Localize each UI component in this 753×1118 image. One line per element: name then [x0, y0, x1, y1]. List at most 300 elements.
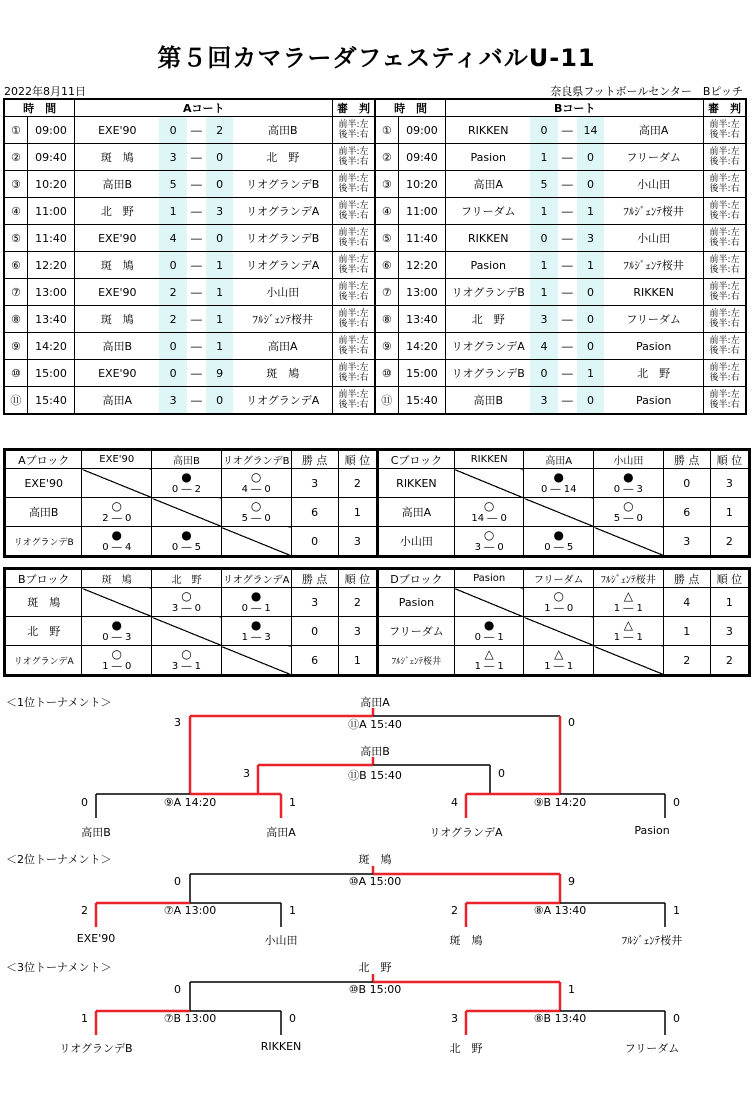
points-value: 4 — [663, 588, 710, 617]
ref-second-half: 後半:右 — [709, 265, 740, 275]
match-number: ⑩ — [375, 360, 398, 387]
result-score: 1 ― 1 — [613, 602, 643, 614]
points-value: 3 — [291, 588, 338, 617]
ref-first-half: 前半:左 — [338, 174, 369, 184]
court-b-home-team: リオグランデB — [446, 360, 531, 387]
court-a-away-team: 高田A — [233, 333, 332, 360]
court-a-home-team: 高田A — [75, 387, 160, 415]
court-b-home-score: 3 — [530, 387, 557, 415]
result-score: 0 ― 1 — [474, 631, 504, 643]
ref-second-half: 後半:右 — [338, 346, 369, 356]
semi-match: ⑨B 14:20 — [533, 796, 587, 809]
rank-header: 順 位 — [338, 451, 376, 469]
final-match: ⑩B 15:00 — [348, 983, 402, 996]
ref-second-half: 後半:右 — [338, 238, 369, 248]
court-b-away-score: 1 — [577, 198, 604, 225]
block-row-team: EXE'90 — [6, 469, 82, 498]
points-value: 0 — [291, 617, 338, 646]
semi-score: 0 — [673, 796, 680, 809]
block-row-team: 小山田 — [378, 527, 454, 556]
points-value: 2 — [663, 646, 710, 675]
ref-first-half: 前半:左 — [338, 309, 369, 319]
result-score: 1 ― 0 — [102, 660, 132, 672]
semi-score: 0 — [673, 1012, 680, 1025]
rank-value: 2 — [710, 527, 748, 556]
court-b-away-team: RIKKEN — [604, 279, 703, 306]
result-mark: ○ — [250, 498, 262, 513]
tournament-label-1: ＜1位トーナメント＞ — [6, 696, 112, 709]
court-a-home-score: 0 — [159, 117, 186, 144]
court-b-away-team: Pasion — [604, 387, 703, 415]
score-dash: ― — [187, 279, 206, 306]
final-score-right: 0 — [568, 716, 575, 729]
court-a-away-score: 0 — [206, 387, 233, 415]
court-a-away-team: リオグランデA — [233, 198, 332, 225]
match-time: 14:20 — [398, 333, 446, 360]
result-score: 14 ― 0 — [471, 512, 507, 524]
result-mark: ● — [553, 469, 564, 484]
ref-second-half: 後半:右 — [709, 319, 740, 329]
bracket-team: ﾌﾙｼﾞｪﾝﾃ桜井 — [621, 934, 683, 947]
match-time: 13:40 — [27, 306, 75, 333]
match-number: ⑥ — [4, 252, 27, 279]
score-dash: ― — [558, 360, 577, 387]
block-col-team: フリーダム — [524, 570, 594, 588]
result-score: 0 ― 4 — [102, 541, 132, 553]
court-b-home-team: Pasion — [446, 144, 531, 171]
match-number: ① — [4, 117, 27, 144]
result-mark: △ — [484, 646, 494, 661]
result-mark: ○ — [483, 527, 495, 542]
score-dash: ― — [187, 333, 206, 360]
block-col-team: 北 野 — [152, 570, 222, 588]
court-a-away-score: 9 — [206, 360, 233, 387]
bracket-team: 斑 鳩 — [449, 934, 483, 947]
match-time: 15:40 — [398, 387, 446, 415]
third-score-left: 3 — [243, 767, 250, 780]
match-time: 09:40 — [398, 144, 446, 171]
rank-value: 1 — [338, 646, 376, 675]
result-score: 1 ― 0 — [544, 602, 574, 614]
bracket-team: 高田A — [266, 826, 296, 839]
score-dash: ― — [187, 171, 206, 198]
court-b-home-team: フリーダム — [446, 198, 531, 225]
match-number: ⑧ — [4, 306, 27, 333]
court-a-away-score: 0 — [206, 225, 233, 252]
page-title: 第５回カマラーダフェスティバルU-11 — [157, 44, 596, 72]
block-col-team: 小山田 — [594, 451, 664, 469]
court-b-home-score: 5 — [530, 171, 557, 198]
court-a-home-score: 4 — [159, 225, 186, 252]
result-mark: ● — [623, 469, 634, 484]
court-b-away-score: 0 — [577, 144, 604, 171]
match-time: 11:00 — [27, 198, 75, 225]
result-score: 0 ― 5 — [544, 541, 574, 553]
block-row-team: RIKKEN — [378, 469, 454, 498]
score-dash: ― — [187, 252, 206, 279]
points-value: 1 — [663, 617, 710, 646]
block-name: Dブロック — [378, 570, 454, 588]
ref-first-half: 前半:左 — [709, 201, 740, 211]
court-a-home-team: EXE'90 — [75, 117, 160, 144]
bracket-team: EXE'90 — [76, 932, 116, 945]
result-mark: △ — [554, 646, 564, 661]
match-number: ⑤ — [375, 225, 398, 252]
block-col-team: リオグランデA — [221, 570, 291, 588]
score-dash: ― — [187, 117, 206, 144]
block-row-team: Pasion — [378, 588, 454, 617]
result-score: 1 ― 1 — [613, 631, 643, 643]
tournament-winner-1: 高田A — [360, 696, 390, 709]
ref-second-half: 後半:右 — [338, 319, 369, 329]
ref-first-half: 前半:左 — [338, 363, 369, 373]
score-dash: ― — [558, 198, 577, 225]
court-b-home-score: 4 — [530, 333, 557, 360]
match-number: ⑤ — [4, 225, 27, 252]
court-a-home-team: EXE'90 — [75, 360, 160, 387]
result-mark: ○ — [111, 646, 123, 661]
final-match: ⑩A 15:00 — [348, 875, 402, 888]
court-b-away-score: 0 — [577, 279, 604, 306]
points-header: 勝 点 — [291, 451, 338, 469]
ref-second-half: 後半:右 — [338, 400, 369, 410]
block-col-team: 高田A — [524, 451, 594, 469]
court-a-away-team: リオグランデA — [233, 387, 332, 415]
court-a-header: Aコート — [75, 99, 333, 117]
court-a-away-team: ﾌﾙｼﾞｪﾝﾃ桜井 — [233, 306, 332, 333]
match-time: 13:00 — [27, 279, 75, 306]
match-number: ⑪ — [4, 387, 27, 415]
tournament-label-3: ＜3位トーナメント＞ — [6, 961, 112, 974]
court-b-away-team: 北 野 — [604, 360, 703, 387]
ref-first-half: 前半:左 — [709, 282, 740, 292]
semi-score: 2 — [81, 904, 88, 917]
result-mark: ● — [553, 527, 564, 542]
court-b-home-team: 高田B — [446, 387, 531, 415]
tournament-label-2: ＜2位トーナメント＞ — [6, 853, 112, 866]
points-header: 勝 点 — [663, 570, 710, 588]
rank-header: 順 位 — [710, 570, 748, 588]
result-mark: ● — [181, 469, 192, 484]
points-value: 0 — [663, 469, 710, 498]
result-mark: ○ — [111, 498, 123, 513]
match-number: ③ — [4, 171, 27, 198]
match-number: ⑨ — [4, 333, 27, 360]
semi-match: ⑦B 13:00 — [163, 1012, 217, 1025]
court-b-away-team: ﾌﾙｼﾞｪﾝﾃ桜井 — [604, 198, 703, 225]
ref-second-half: 後半:右 — [709, 373, 740, 383]
court-b-away-team: 小山田 — [604, 225, 703, 252]
match-number: ④ — [4, 198, 27, 225]
result-score: 4 ― 0 — [241, 483, 271, 495]
match-time: 15:00 — [27, 360, 75, 387]
score-dash: ― — [558, 225, 577, 252]
semi-score: 1 — [289, 796, 296, 809]
ref-first-half: 前半:左 — [338, 336, 369, 346]
court-b-away-score: 1 — [577, 360, 604, 387]
semi-score: 0 — [81, 796, 88, 809]
match-number: ⑪ — [375, 387, 398, 415]
match-time: 15:40 — [27, 387, 75, 415]
result-score: 2 ― 0 — [102, 512, 132, 524]
ref-first-half: 前半:左 — [338, 255, 369, 265]
time-header: 時 間 — [375, 99, 446, 117]
score-dash: ― — [187, 360, 206, 387]
court-b-home-score: 1 — [530, 252, 557, 279]
court-b-home-score: 3 — [530, 306, 557, 333]
ref-first-half: 前半:左 — [338, 282, 369, 292]
match-number: ① — [375, 117, 398, 144]
match-time: 11:40 — [27, 225, 75, 252]
court-a-away-team: 高田B — [233, 117, 332, 144]
court-b-home-team: RIKKEN — [446, 117, 531, 144]
block-row-team: フリーダム — [378, 617, 454, 646]
points-value: 6 — [291, 498, 338, 527]
bracket-team: リオグランデA — [429, 826, 503, 839]
court-a-away-team: リオグランデA — [233, 252, 332, 279]
result-score: 0 ― 14 — [541, 483, 577, 495]
court-a-home-score: 1 — [159, 198, 186, 225]
court-a-away-score: 2 — [206, 117, 233, 144]
result-score: 0 ― 3 — [613, 483, 643, 495]
court-b-header: Bコート — [446, 99, 704, 117]
block-name: Aブロック — [6, 451, 82, 469]
court-b-home-score: 1 — [530, 144, 557, 171]
semi-match: ⑧A 13:40 — [533, 904, 587, 917]
ref-first-half: 前半:左 — [709, 228, 740, 238]
block-row-team: 斑 鳩 — [6, 588, 82, 617]
court-a-away-score: 1 — [206, 333, 233, 360]
match-number: ② — [4, 144, 27, 171]
court-b-home-team: RIKKEN — [446, 225, 531, 252]
court-a-home-team: 高田B — [75, 333, 160, 360]
semi-score: 4 — [451, 796, 458, 809]
result-score: 0 ― 2 — [171, 483, 202, 495]
block-name: Cブロック — [378, 451, 454, 469]
semi-match: ⑨A 14:20 — [163, 796, 217, 809]
court-a-home-team: 高田B — [75, 171, 160, 198]
ref-second-half: 後半:右 — [338, 211, 369, 221]
court-b-home-score: 1 — [530, 198, 557, 225]
rank-header: 順 位 — [338, 570, 376, 588]
match-number: ⑨ — [375, 333, 398, 360]
result-score: 0 ― 5 — [171, 541, 202, 553]
points-value: 6 — [291, 646, 338, 675]
court-b-home-score: 0 — [530, 117, 557, 144]
event-date: 2022年8月11日 — [4, 85, 86, 98]
court-a-home-team: EXE'90 — [75, 225, 160, 252]
court-b-home-score: 1 — [530, 279, 557, 306]
court-a-home-score: 0 — [159, 252, 186, 279]
semi-match: ⑧B 13:40 — [533, 1012, 587, 1025]
match-time: 12:20 — [398, 252, 446, 279]
ref-first-half: 前半:左 — [709, 363, 740, 373]
court-b-away-score: 0 — [577, 333, 604, 360]
result-mark: ○ — [553, 588, 564, 603]
rank-value: 1 — [710, 498, 748, 527]
score-dash: ― — [558, 252, 577, 279]
score-dash: ― — [558, 306, 577, 333]
court-a-away-score: 3 — [206, 198, 233, 225]
court-a-home-team: 北 野 — [75, 198, 160, 225]
ref-second-half: 後半:右 — [338, 292, 369, 302]
score-dash: ― — [187, 387, 206, 415]
ref-first-half: 前半:左 — [709, 255, 740, 265]
result-score: 3 ― 0 — [171, 602, 202, 614]
score-dash: ― — [558, 171, 577, 198]
bracket-team: フリーダム — [624, 1042, 680, 1055]
final-match: ⑪A 15:40 — [348, 718, 402, 731]
ref-second-half: 後半:右 — [709, 400, 740, 410]
match-time: 09:40 — [27, 144, 75, 171]
rank-value: 3 — [710, 469, 748, 498]
block-col-team: 高田B — [152, 451, 222, 469]
court-a-away-team: 小山田 — [233, 279, 332, 306]
match-number: ⑧ — [375, 306, 398, 333]
rank-value: 2 — [338, 469, 376, 498]
ref-second-half: 後半:右 — [338, 373, 369, 383]
result-mark: ○ — [181, 646, 192, 661]
court-a-home-score: 3 — [159, 387, 186, 415]
ref-second-half: 後半:右 — [709, 211, 740, 221]
match-number: ② — [375, 144, 398, 171]
ref-header: 審 判 — [704, 99, 746, 117]
match-time: 10:20 — [27, 171, 75, 198]
court-a-home-score: 3 — [159, 144, 186, 171]
court-a-away-score: 1 — [206, 279, 233, 306]
court-b-away-team: ﾌﾙｼﾞｪﾝﾃ桜井 — [604, 252, 703, 279]
score-dash: ― — [187, 144, 206, 171]
result-score: 5 ― 0 — [613, 512, 643, 524]
result-mark: ○ — [181, 588, 192, 603]
ref-first-half: 前半:左 — [338, 228, 369, 238]
court-a-away-team: リオグランデB — [233, 225, 332, 252]
event-venue: 奈良県フットボールセンター Bピッチ — [550, 85, 743, 98]
match-time: 12:20 — [27, 252, 75, 279]
score-dash: ― — [558, 279, 577, 306]
match-number: ⑦ — [4, 279, 27, 306]
semi-score: 2 — [451, 904, 458, 917]
result-score: 3 ― 0 — [474, 541, 504, 553]
court-b-home-team: 高田A — [446, 171, 531, 198]
result-mark: △ — [623, 588, 633, 603]
court-b-away-score: 1 — [577, 252, 604, 279]
ref-second-half: 後半:右 — [338, 265, 369, 275]
semi-score: 0 — [289, 1012, 296, 1025]
final-score-left: 3 — [174, 716, 181, 729]
semi-score: 1 — [289, 904, 296, 917]
bracket-team: リオグランデB — [59, 1042, 133, 1055]
match-time: 15:00 — [398, 360, 446, 387]
ref-first-half: 前半:左 — [709, 120, 740, 130]
block-col-team: EXE'90 — [82, 451, 152, 469]
ref-first-half: 前半:左 — [338, 147, 369, 157]
match-time: 10:20 — [398, 171, 446, 198]
court-a-home-team: EXE'90 — [75, 279, 160, 306]
points-header: 勝 点 — [291, 570, 338, 588]
ref-first-half: 前半:左 — [709, 174, 740, 184]
ref-second-half: 後半:右 — [709, 157, 740, 167]
ref-second-half: 後半:右 — [709, 184, 740, 194]
court-b-away-score: 14 — [577, 117, 604, 144]
rank-header: 順 位 — [710, 451, 748, 469]
result-mark: ● — [181, 527, 192, 542]
result-score: 5 ― 0 — [241, 512, 271, 524]
court-a-away-score: 0 — [206, 171, 233, 198]
rank-value: 2 — [338, 588, 376, 617]
court-b-away-score: 0 — [577, 171, 604, 198]
court-a-away-team: リオグランデB — [233, 171, 332, 198]
result-mark: ● — [483, 617, 495, 632]
match-time: 09:00 — [398, 117, 446, 144]
court-b-away-team: フリーダム — [604, 144, 703, 171]
court-b-home-team: リオグランデA — [446, 333, 531, 360]
match-number: ⑥ — [375, 252, 398, 279]
ref-second-half: 後半:右 — [709, 130, 740, 140]
court-b-home-team: Pasion — [446, 252, 531, 279]
ref-second-half: 後半:右 — [709, 292, 740, 302]
semi-score: 1 — [81, 1012, 88, 1025]
result-mark: ○ — [250, 469, 262, 484]
bracket-team: 北 野 — [449, 1042, 483, 1055]
points-value: 3 — [663, 527, 710, 556]
match-number: ③ — [375, 171, 398, 198]
points-value: 0 — [291, 527, 338, 556]
block-col-team: ﾌﾙｼﾞｪﾝﾃ桜井 — [594, 570, 664, 588]
semi-match: ⑦A 13:00 — [163, 904, 217, 917]
match-time: 11:00 — [398, 198, 446, 225]
court-b-away-score: 0 — [577, 306, 604, 333]
ref-header: 審 判 — [333, 99, 375, 117]
court-b-away-score: 0 — [577, 387, 604, 415]
court-b-home-team: リオグランデB — [446, 279, 531, 306]
bracket-team: RIKKEN — [260, 1040, 302, 1053]
ref-first-half: 前半:左 — [709, 309, 740, 319]
score-dash: ― — [187, 306, 206, 333]
points-value: 3 — [291, 469, 338, 498]
ref-second-half: 後半:右 — [338, 130, 369, 140]
ref-second-half: 後半:右 — [338, 157, 369, 167]
result-score: 3 ― 1 — [171, 660, 202, 672]
block-row-team: 高田B — [6, 498, 82, 527]
final-score-right: 1 — [568, 983, 575, 996]
court-a-home-score: 2 — [159, 306, 186, 333]
result-mark: △ — [623, 617, 633, 632]
rank-value: 1 — [710, 588, 748, 617]
court-b-away-team: 高田A — [604, 117, 703, 144]
rank-value: 3 — [710, 617, 748, 646]
final-score-right: 9 — [568, 875, 575, 888]
ref-first-half: 前半:左 — [709, 336, 740, 346]
final-score-left: 0 — [174, 983, 181, 996]
result-mark: ● — [250, 617, 262, 632]
court-a-away-score: 1 — [206, 306, 233, 333]
court-b-home-score: 0 — [530, 225, 557, 252]
score-dash: ― — [558, 117, 577, 144]
court-a-away-team: 北 野 — [233, 144, 332, 171]
court-a-home-score: 0 — [159, 333, 186, 360]
bracket-team: 小山田 — [264, 934, 298, 947]
court-a-home-team: 斑 鳩 — [75, 306, 160, 333]
match-number: ⑩ — [4, 360, 27, 387]
block-row-team: 高田A — [378, 498, 454, 527]
block-name: Bブロック — [6, 570, 82, 588]
result-mark: ○ — [623, 498, 634, 513]
score-dash: ― — [558, 144, 577, 171]
tournament-winner-3: 北 野 — [358, 961, 392, 974]
final-score-left: 0 — [174, 875, 181, 888]
ref-first-half: 前半:左 — [338, 201, 369, 211]
